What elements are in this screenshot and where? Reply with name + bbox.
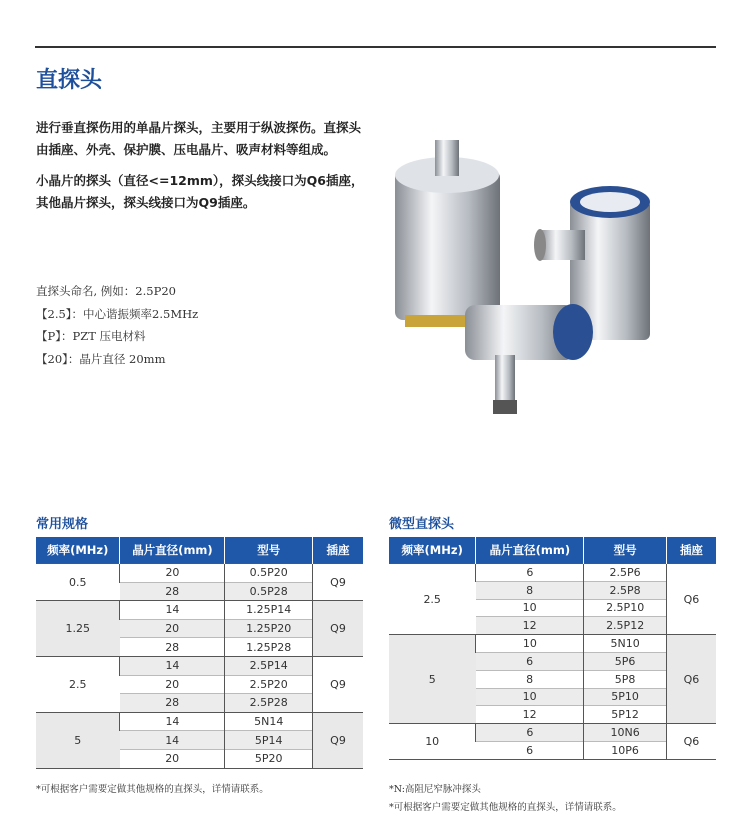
- diameter-cell: 8: [476, 670, 584, 688]
- socket-cell: Q9: [312, 601, 363, 657]
- header-row: [36, 537, 363, 564]
- footnote: *可根据客户需要定做其他规格的直探头，详情请联系。: [389, 802, 622, 813]
- diameter-cell: 14: [120, 656, 225, 675]
- model-cell: 10P6: [584, 741, 667, 759]
- diameter-cell: 20: [120, 675, 225, 694]
- table-row: [36, 564, 363, 583]
- header-row: [389, 537, 716, 564]
- frequency-cell: 5: [36, 712, 120, 768]
- common-specs-table: [36, 537, 363, 769]
- diameter-cell: 28: [120, 582, 225, 601]
- naming-line: 直探头命名, 例如：2.5P20: [36, 284, 176, 298]
- naming-explanation: [36, 280, 198, 370]
- diameter-cell: 28: [120, 694, 225, 713]
- diameter-cell: 8: [476, 581, 584, 599]
- frequency-cell: 5: [389, 635, 476, 724]
- model-cell: 0.5P28: [225, 582, 313, 601]
- frequency-cell: 0.5: [36, 564, 120, 601]
- model-cell: 5P8: [584, 670, 667, 688]
- table-row: [389, 724, 716, 742]
- diameter-cell: 14: [120, 731, 225, 750]
- socket-cell: Q9: [312, 564, 363, 601]
- model-cell: 5P6: [584, 652, 667, 670]
- model-cell: 2.5P20: [225, 675, 313, 694]
- diameter-cell: 6: [476, 741, 584, 759]
- socket-cell: Q6: [666, 564, 716, 635]
- model-cell: 1.25P14: [225, 601, 313, 620]
- naming-line: 【20】：晶片直径 20mm: [36, 351, 166, 366]
- frequency-cell: 10: [389, 724, 476, 760]
- intro-paragraph-1: 进行垂直探伤用的单晶片探头，主要用于纵波探伤。直探头由插座、外壳、保护膜、压电晶片、吸声材料等组成。: [36, 120, 362, 157]
- column-header: 型号: [225, 537, 313, 564]
- model-cell: 1.25P28: [225, 638, 313, 657]
- diameter-cell: 20: [120, 564, 225, 583]
- diameter-cell: 6: [476, 724, 584, 742]
- model-cell: 5P12: [584, 706, 667, 724]
- model-cell: 2.5P14: [225, 656, 313, 675]
- naming-line: 【P】：PZT 压电材料: [36, 329, 146, 343]
- model-cell: 2.5P6: [584, 564, 667, 582]
- diameter-cell: 28: [120, 638, 225, 657]
- table-row: [36, 656, 363, 675]
- column-header: 晶片直径(mm): [120, 537, 225, 564]
- table-row: [389, 564, 716, 582]
- socket-cell: Q9: [312, 712, 363, 768]
- socket-cell: Q6: [666, 635, 716, 724]
- frequency-cell: 1.25: [36, 601, 120, 657]
- table-row: [389, 635, 716, 653]
- column-header: 插座: [312, 537, 363, 564]
- diameter-cell: 6: [476, 564, 584, 582]
- footnote: *N:高阻尼窄脉冲探头: [389, 784, 481, 795]
- top-divider: [35, 46, 716, 48]
- model-cell: 10N6: [584, 724, 667, 742]
- socket-cell: Q9: [312, 656, 363, 712]
- model-cell: 2.5P12: [584, 617, 667, 635]
- model-cell: 5P10: [584, 688, 667, 706]
- model-cell: 5P20: [225, 749, 313, 768]
- diameter-cell: 20: [120, 619, 225, 638]
- diameter-cell: 12: [476, 617, 584, 635]
- model-cell: 2.5P10: [584, 599, 667, 617]
- table-row: [36, 712, 363, 731]
- frequency-cell: 2.5: [36, 656, 120, 712]
- model-cell: 1.25P20: [225, 619, 313, 638]
- frequency-cell: 2.5: [389, 564, 476, 635]
- model-cell: 5N14: [225, 712, 313, 731]
- page-title: 直探头: [36, 68, 103, 93]
- section-title-micro-probes: 微型直探头: [389, 517, 455, 532]
- diameter-cell: 12: [476, 706, 584, 724]
- diameter-cell: 10: [476, 688, 584, 706]
- model-cell: 2.5P28: [225, 694, 313, 713]
- section-title-common-specs: 常用规格: [36, 517, 89, 532]
- column-header: 频率(MHz): [389, 537, 476, 564]
- column-header: 型号: [584, 537, 667, 564]
- table-row: [36, 601, 363, 620]
- diameter-cell: 20: [120, 749, 225, 768]
- micro-probe-table: [389, 537, 716, 760]
- intro-paragraph-2: 小晶片的探头（直径<=12mm），探头线接口为Q6插座，其他晶片探头，探头线接口为Q9插座。: [36, 173, 364, 210]
- socket-cell: Q6: [666, 724, 716, 760]
- footnote: *可根据客户需要定做其他规格的直探头，详情请联系。: [36, 784, 269, 795]
- column-header: 晶片直径(mm): [476, 537, 584, 564]
- model-cell: 5P14: [225, 731, 313, 750]
- model-cell: 2.5P8: [584, 581, 667, 599]
- column-header: 插座: [666, 537, 716, 564]
- model-cell: 5N10: [584, 635, 667, 653]
- naming-line: 【2.5】：中心谐振频率2.5MHz: [36, 306, 199, 321]
- diameter-cell: 14: [120, 601, 225, 620]
- column-header: 频率(MHz): [36, 537, 120, 564]
- probe-product-image: [345, 130, 735, 450]
- diameter-cell: 10: [476, 599, 584, 617]
- diameter-cell: 14: [120, 712, 225, 731]
- diameter-cell: 10: [476, 635, 584, 653]
- diameter-cell: 6: [476, 652, 584, 670]
- model-cell: 0.5P20: [225, 564, 313, 583]
